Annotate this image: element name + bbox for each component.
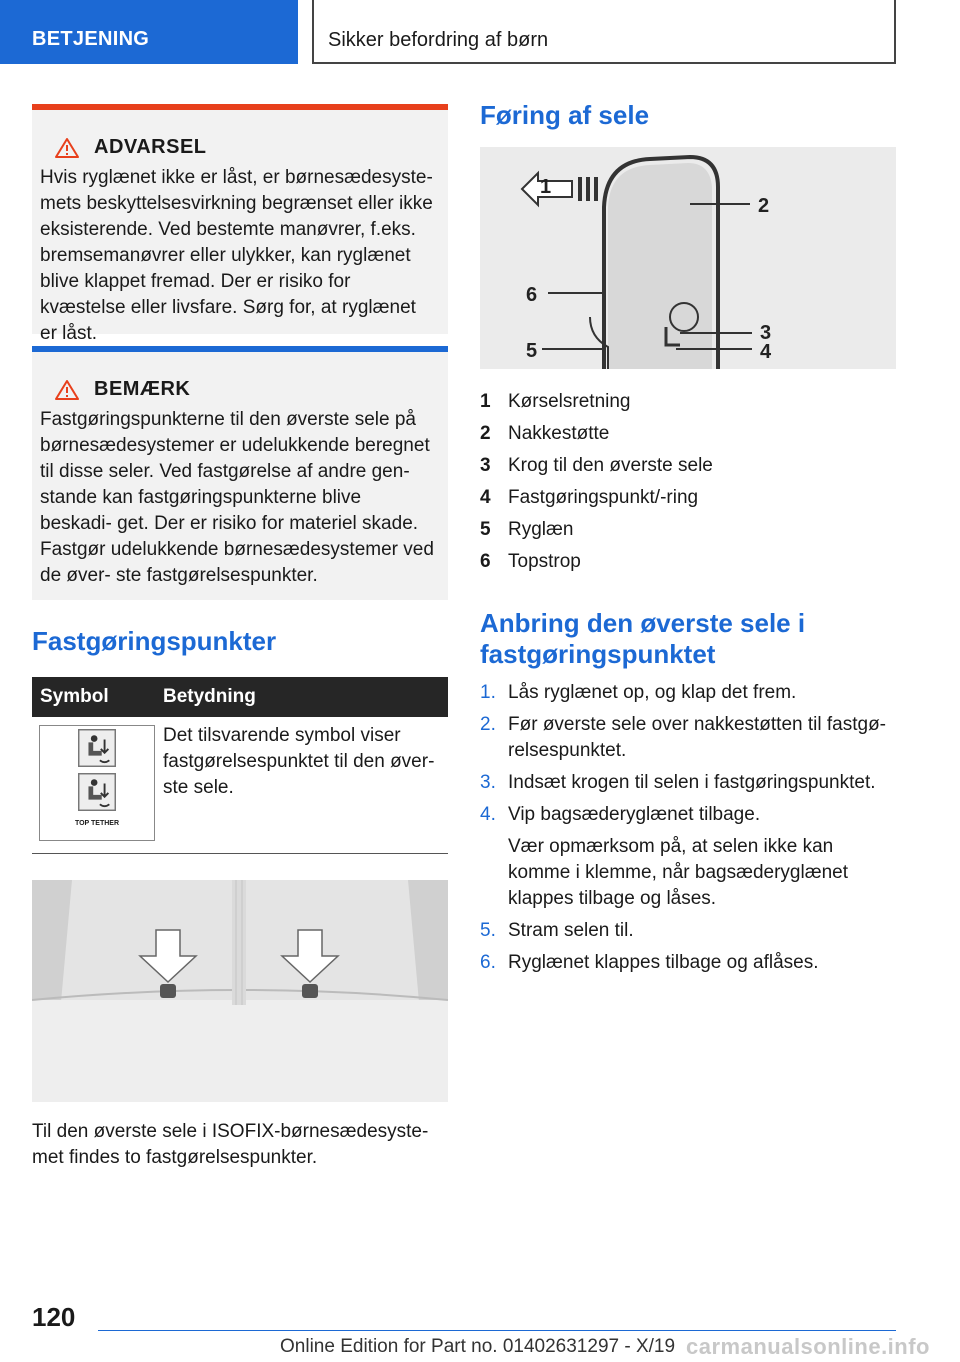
anchor-caption: Til den øverste sele i ISOFIX-børnesædesyste- met findes to fastgørelsespunkter. xyxy=(32,1120,429,1168)
note-box xyxy=(32,346,448,600)
diagram-label-2: 2 xyxy=(758,195,770,217)
attach-heading: Anbring den øverste sele i fastgøringspunktet xyxy=(480,608,806,669)
warning-box xyxy=(32,104,448,344)
diagram-legend xyxy=(480,386,896,578)
top-tether-label: TOP TETHER xyxy=(74,820,120,827)
routing-heading: Føring af sele xyxy=(480,100,650,130)
watermark: carmanualsonline.info xyxy=(686,1334,930,1359)
note-title: BEMÆRK xyxy=(94,378,191,400)
list-item: 5 Ryglæn xyxy=(480,519,574,540)
warning-title: ADVARSEL xyxy=(94,136,207,158)
list-item: 6 Topstrop xyxy=(480,551,581,572)
list-item: 5. Stram selen til. xyxy=(480,920,634,941)
list-item: 3 Krog til den øverste sele xyxy=(480,455,713,476)
symbol-cell xyxy=(32,717,155,853)
warning-triangle-icon xyxy=(54,137,80,159)
list-item: 2 Nakkestøtte xyxy=(480,423,610,444)
note-body: Fastgøringspunkterne til den øverste sele på børnesædesystemer er udelukkende beregnet til disse seler. Ved fastgørelse af andre gen- stande kan fastgøringspunkterne blive beskadi- get. Der er risiko for materiel skade. Fastgør udelukkende børnesædesystemer ved de øver- ste fastgørelsespunkter. xyxy=(40,409,434,586)
diagram-label-5: 5 xyxy=(526,340,538,362)
note-header xyxy=(40,378,438,401)
warning-header xyxy=(40,136,438,159)
list-item: 1 Kørselsretning xyxy=(480,391,631,412)
diagram-label-1: 1 xyxy=(540,176,552,198)
page-number: 120 xyxy=(32,1302,76,1332)
attach-steps xyxy=(480,680,896,976)
diagram-label-6: 6 xyxy=(526,284,538,306)
edition-text: Online Edition for Part no. 01402631297 - X/19 xyxy=(280,1336,676,1357)
table-row xyxy=(32,717,448,853)
warning-body: Hvis ryglænet ikke er låst, er børnesædesyste- mets beskyttelsesvirkning begrænset eller ikke eksisterende. Ved bestemte manøvrer, f.eks. bremsemanøvrer eller ulykker, kan ryglænet blive klappet fremad. Der er risiko for kvæstelse eller livsfare. Sørg for, at ryglænet er låst. xyxy=(40,167,433,344)
anchor-heading: Fastgøringspunkter xyxy=(32,626,277,656)
step-4-note: Vær opmærksom på, at selen ikke kan komme i klemme, når bagsæderyglænet klappes tilbage og låses. xyxy=(508,836,849,909)
anchor-points-photo xyxy=(32,880,448,1102)
note-triangle-icon xyxy=(54,379,80,401)
list-item: 2. Før øverste sele over nakkestøtten til fastgø- relsespunktet. xyxy=(480,714,886,761)
right-column xyxy=(480,100,896,982)
list-item: 6. Ryglænet klappes tilbage og aflåses. xyxy=(480,952,819,973)
chapter-title: Sikker befordring af børn xyxy=(312,0,896,64)
footer-divider xyxy=(98,1330,896,1331)
left-column xyxy=(32,104,448,1171)
tether-symbol xyxy=(39,725,155,841)
page-header xyxy=(0,0,960,66)
meaning-column-header: Betydning xyxy=(155,677,448,717)
diagram-label-3: 3 xyxy=(760,322,772,344)
list-item: 1. Lås ryglænet op, og klap det frem. xyxy=(480,682,797,703)
diagram-label-4: 4 xyxy=(760,341,772,363)
symbol-table xyxy=(32,677,448,854)
child-seat-anchor-icon xyxy=(78,729,116,767)
belt-routing-diagram xyxy=(480,147,896,369)
meaning-cell: Det tilsvarende symbol viser fastgørelsespunktet til den øver- ste sele. xyxy=(155,717,448,853)
list-item: 4 Fastgøringspunkt/-ring xyxy=(480,487,699,508)
symbol-column-header: Symbol xyxy=(32,677,155,717)
top-tether-icon xyxy=(78,773,116,811)
section-tab: BETJENING xyxy=(0,0,298,64)
list-item: 3. Indsæt krogen til selen i fastgøringspunktet. xyxy=(480,772,876,793)
list-item: 4. Vip bagsæderyglænet tilbage. xyxy=(480,804,761,825)
